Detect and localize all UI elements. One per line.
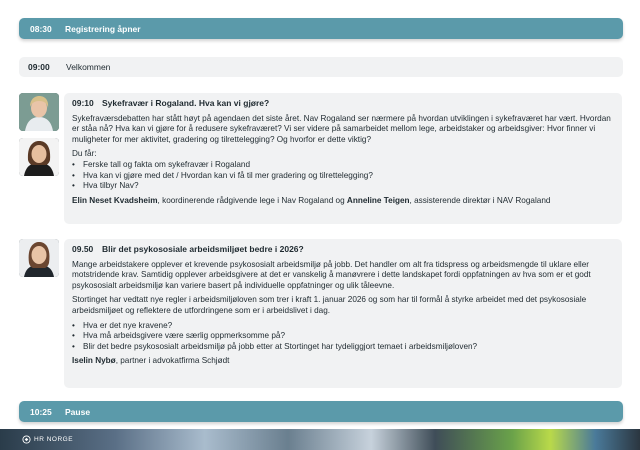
speaker-photo-nybo [19,239,59,277]
session-title: Blir det psykososiale arbeidsmiljøet bedre i 2026? [102,244,304,254]
item-title: Velkommen [66,62,111,72]
session-heading [72,98,614,109]
time-label: 10:25 [30,406,52,417]
speaker-name: Anneline Teigen [346,195,410,205]
logo-text: HR NORGE [34,436,74,443]
speaker-name: Elin Neset Kvadsheim [72,195,158,205]
speaker-role: , assisterende direktør i NAV Rogaland [409,195,551,205]
speaker-role: , partner i advokatfirma Schjødt [115,356,230,366]
agenda-item-welcome [19,57,623,77]
session-speakers [72,356,614,367]
agenda-session-psychosocial [64,239,622,388]
list-item: • Hva må arbeidsgivere være særlig oppmerksomme på? [72,331,614,342]
speaker-photo-kvadsheim [19,93,59,131]
item-title: Pause [65,406,91,417]
logo-icon [22,435,31,444]
session-bullets [72,160,614,192]
session-intro: Sykefraværsdebatten har stått høyt på agendaen det siste året. Nav Rogaland ser nærmere på hvordan utviklingen i sykefraværet har vært. Hvordan er ståa nå? Hva kan vi gjøre for å redusere sykefraværet? Vi ser videre på samarbeidet mellom lege, arbeidstaker og arbeidsgiver: Hvor finner vi muligheter for mer aktivitet, gradering og tilrettelegging? Og hvorfor er dette viktig? [72,113,611,144]
time-label: 09.50 [72,244,94,254]
item-title: Registrering åpner [65,23,141,34]
session-bullets [72,321,614,353]
session-lead: Du får: [72,149,97,159]
brand-logo [22,435,73,444]
footer-banner [0,429,640,450]
time-label: 09:00 [28,62,50,72]
speaker-photo-teigen [19,138,59,176]
list-item: • Ferske tall og fakta om sykefravær i Rogaland [72,160,614,171]
list-item: • Hva tilbyr Nav? [72,181,614,192]
list-item: • Blir det bedre psykososialt arbeidsmiljø på jobb etter at Stortinget har tydeliggjort temaet i arbeidsmiljøloven? [72,342,614,353]
list-item: • Hva kan vi gjøre med det / Hvordan kan vi få til mer gradering og tilrettelegging? [72,171,614,182]
time-label: 08:30 [30,23,52,34]
speaker-name: Iselin Nybø [72,356,116,366]
time-label: 09:10 [72,98,94,108]
agenda-item-registration [19,18,623,39]
session-heading [72,244,614,255]
agenda-session-sickleave [64,93,622,224]
session-speakers [72,196,614,207]
agenda-item-pause [19,401,623,422]
speaker-role: , koordinerende rådgivende lege i Nav Rogaland og [157,195,347,205]
session-paragraph: Mange arbeidstakere opplever et krevende psykososialt arbeidsmiljø på jobb. Det handler om alt fra tidspress og arbeidsmengde til uklare eller motstridende krav. Samtidig opplever arbeidsgivere at det er vanskelig å manøvrere i dette landskapet fordi oppfatningen av hva som er et godt psykososialt arbeidsmiljø kan variere basert på individuelle oppfatninger og ulik tåleevne. [72,259,591,290]
session-paragraph: Stortinget har vedtatt nye regler i arbeidsmiljøloven som trer i kraft 1. januar 2026 og som har til formål å styrke arbeidet med det psykososiale arbeidsmiljøet og reflektere de utfordringene som er i arbeidslivet i dag. [72,295,587,315]
session-title: Sykefravær i Rogaland. Hva kan vi gjøre? [102,98,270,108]
list-item: • Hva er det nye kravene? [72,321,614,332]
